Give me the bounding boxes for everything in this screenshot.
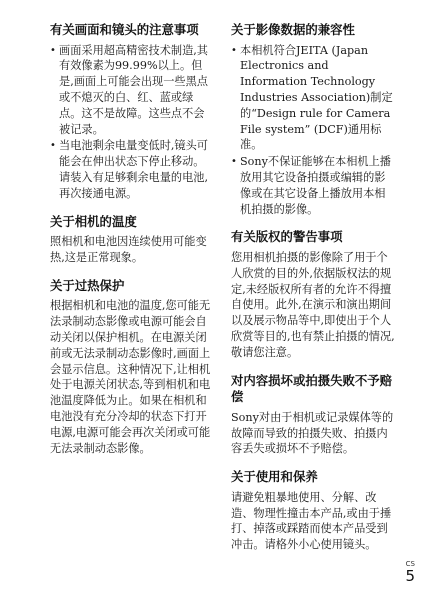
compatibility-list — [231, 43, 396, 218]
copyright-section — [231, 229, 396, 360]
temperature-heading: 关于相机的温度 — [50, 213, 137, 229]
overheat-section — [50, 278, 212, 457]
screen-notes-list — [50, 43, 212, 202]
bullet-icon: • — [231, 44, 237, 56]
bullet-icon: • — [50, 44, 56, 56]
right-column — [231, 22, 396, 565]
use-and-care-body: 请避免粗暴地使用、分解、改造、物理性撞击本产品,或由于捶打、掉落或踩踏而使本产品受到冲击。请格外小心使用镜头。 — [231, 490, 392, 552]
bullet-text: 画面采用超高精密技术制造,其有效像素为99.99%以上。但是,画面上可能会出现一些黑点或不熄灭的白、红、蓝或绿点。这不是故障。这些点不会被记录。 — [59, 43, 208, 136]
bullet-text: Sony不保证能够在本相机上播放用其它设备拍摄或编辑的影像或在其它设备上播放用本相机拍摄的影像。 — [240, 155, 391, 216]
language-code: CS — [405, 560, 415, 568]
no-compensation-section — [231, 373, 396, 458]
copyright-body: 您用相机拍摄的影像除了用于个人欣赏的目的外,依据版权法的规定,未经版权所有者的允许不得擅自使用。此外,在演示和演出期间以及展示物品等中,即使出于个人欣赏等目的,也有禁止拍摄的情况,敬请您注意。 — [231, 250, 395, 359]
page-number: 5 — [405, 567, 415, 585]
bullet-item — [50, 43, 212, 138]
left-column — [50, 22, 212, 468]
page-marker — [405, 560, 415, 584]
bullet-text: 当电池剩余电量变低时,镜头可能会在伸出状态下停止移动。请装入有足够剩余电量的电池,再次接通电源。 — [59, 139, 208, 200]
temperature-body: 照相机和电池因连续使用可能变热,这是正常现象。 — [50, 235, 207, 264]
screen-notes-heading: 有关画面和镜头的注意事项 — [50, 22, 199, 37]
no-compensation-body: Sony对由于相机或记录媒体等的故障而导致的拍摄失败、拍摄内容丢失或损坏不予赔偿。 — [231, 410, 394, 456]
bullet-item — [231, 43, 396, 154]
temperature-section — [50, 214, 212, 266]
overheat-body: 根据相机和电池的温度,您可能无法录制动态影像或电源可能会自动关闭以保护相机。在电源关闭前或无法录制动态影像时,画面上会显示信息。这种情况下,让相机处于电源关闭状态,等到相机和电池温度降低为止。如果在相机和电池没有充分冷却的状态下打开电源,电源可能会再次关闭或可能无法录制动态影像。 — [50, 299, 211, 455]
no-compensation-heading: 对内容损坏或拍摄失败不予赔偿 — [231, 372, 393, 405]
bullet-item — [231, 154, 396, 217]
bullet-text: 本相机符合JEITA (Japan Electronics and Information Technology Industries Association)制定的“Design rule for Camera File system” (DCF)通用标准。 — [240, 43, 393, 152]
overheat-heading: 关于过热保护 — [50, 277, 125, 293]
compatibility-heading: 关于影像数据的兼容性 — [231, 22, 355, 37]
use-and-care-section — [231, 469, 396, 553]
use-and-care-heading: 关于使用和保养 — [231, 469, 318, 485]
screen-notes-section — [50, 22, 212, 202]
compatibility-section — [231, 22, 396, 217]
copyright-heading: 有关版权的警告事项 — [231, 229, 343, 245]
bullet-item — [50, 138, 212, 201]
bullet-icon: • — [50, 140, 56, 152]
bullet-icon: • — [231, 156, 237, 168]
